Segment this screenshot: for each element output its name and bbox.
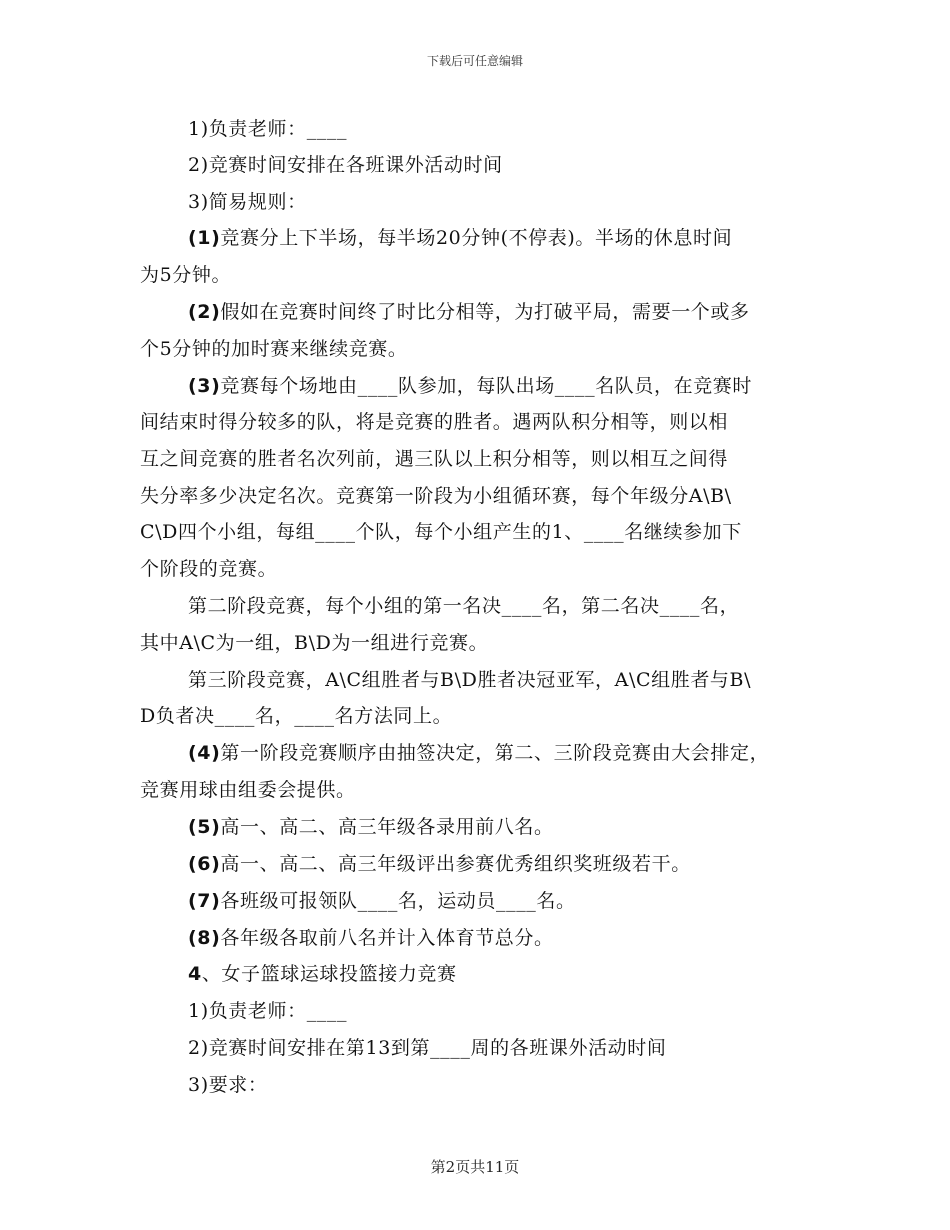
text-line: 个5分钟的加时赛来继续竞赛。 bbox=[140, 338, 408, 360]
text-line: 1)负责老师：____ bbox=[188, 1000, 348, 1022]
text-line: 3)简易规则： bbox=[188, 191, 307, 213]
text-line: (8)各年级各取前八名并计入体育节总分。 bbox=[188, 927, 554, 949]
item-number: (8) bbox=[188, 927, 221, 949]
text-line: 第三阶段竞赛，A\C组胜者与B\D胜者决冠亚军，A\C组胜者与B\ bbox=[188, 669, 752, 691]
text-line: D负者决____名，____名方法同上。 bbox=[140, 705, 453, 727]
text-line: 间结束时得分较多的队，将是竞赛的胜者。遇两队积分相等，则以相 bbox=[140, 411, 729, 433]
text-line: (6)高一、高二、高三年级评出参赛优秀组织奖班级若干。 bbox=[188, 853, 691, 875]
section-heading: 4、女子篮球运球投篮接力竞赛 bbox=[188, 963, 457, 985]
item-number: (1) bbox=[188, 227, 221, 249]
text-line: 3)要求： bbox=[188, 1074, 268, 1096]
text-line: (3)竞赛每个场地由____队参加，每队出场____名队员，在竞赛时 bbox=[188, 375, 752, 397]
item-number: (3) bbox=[188, 375, 221, 397]
text-line: (2)假如在竞赛时间终了时比分相等，为打破平局，需要一个或多 bbox=[188, 301, 750, 323]
item-number: (4) bbox=[188, 742, 221, 764]
text-line: 2)竞赛时间安排在各班课外活动时间 bbox=[188, 154, 503, 176]
text-line: (5)高一、高二、高三年级各录用前八名。 bbox=[188, 816, 554, 838]
text-line: 失分率多少决定名次。竞赛第一阶段为小组循环赛，每个年级分A\B\ bbox=[140, 485, 732, 507]
text-line: C\D四个小组，每组____个队，每个小组产生的1、____名继续参加下 bbox=[140, 521, 742, 543]
page-footer: 第2页共11页 bbox=[430, 1158, 520, 1176]
item-number: (5) bbox=[188, 816, 221, 838]
text-line: 互之间竞赛的胜者名次列前，遇三队以上积分相等，则以相互之间得 bbox=[140, 448, 729, 470]
item-number: (6) bbox=[188, 853, 221, 875]
text-line: 为5分钟。 bbox=[140, 264, 232, 286]
text-line: 其中A\C为一组，B\D为一组进行竞赛。 bbox=[140, 632, 489, 654]
text-line: 第二阶段竞赛，每个小组的第一名决____名，第二名决____名， bbox=[188, 595, 740, 617]
text-line: (7)各班级可报领队____名，运动员____名。 bbox=[188, 890, 576, 912]
text-line: (1)竞赛分上下半场，每半场20分钟(不停表)。半场的休息时间 bbox=[188, 227, 733, 249]
item-number: (7) bbox=[188, 890, 221, 912]
text-line: (4)第一阶段竞赛顺序由抽签决定，第二、三阶段竞赛由大会排定， bbox=[188, 742, 770, 764]
page-header: 下载后可任意编辑 bbox=[426, 54, 523, 68]
text-line: 2)竞赛时间安排在第13到第____周的各班课外活动时间 bbox=[188, 1037, 667, 1059]
text-line: 1)负责老师：____ bbox=[188, 118, 348, 140]
text-line: 竞赛用球由组委会提供。 bbox=[140, 779, 356, 801]
section-number: 4 bbox=[188, 963, 202, 985]
text-line: 个阶段的竞赛。 bbox=[140, 558, 278, 580]
item-number: (2) bbox=[188, 301, 221, 323]
